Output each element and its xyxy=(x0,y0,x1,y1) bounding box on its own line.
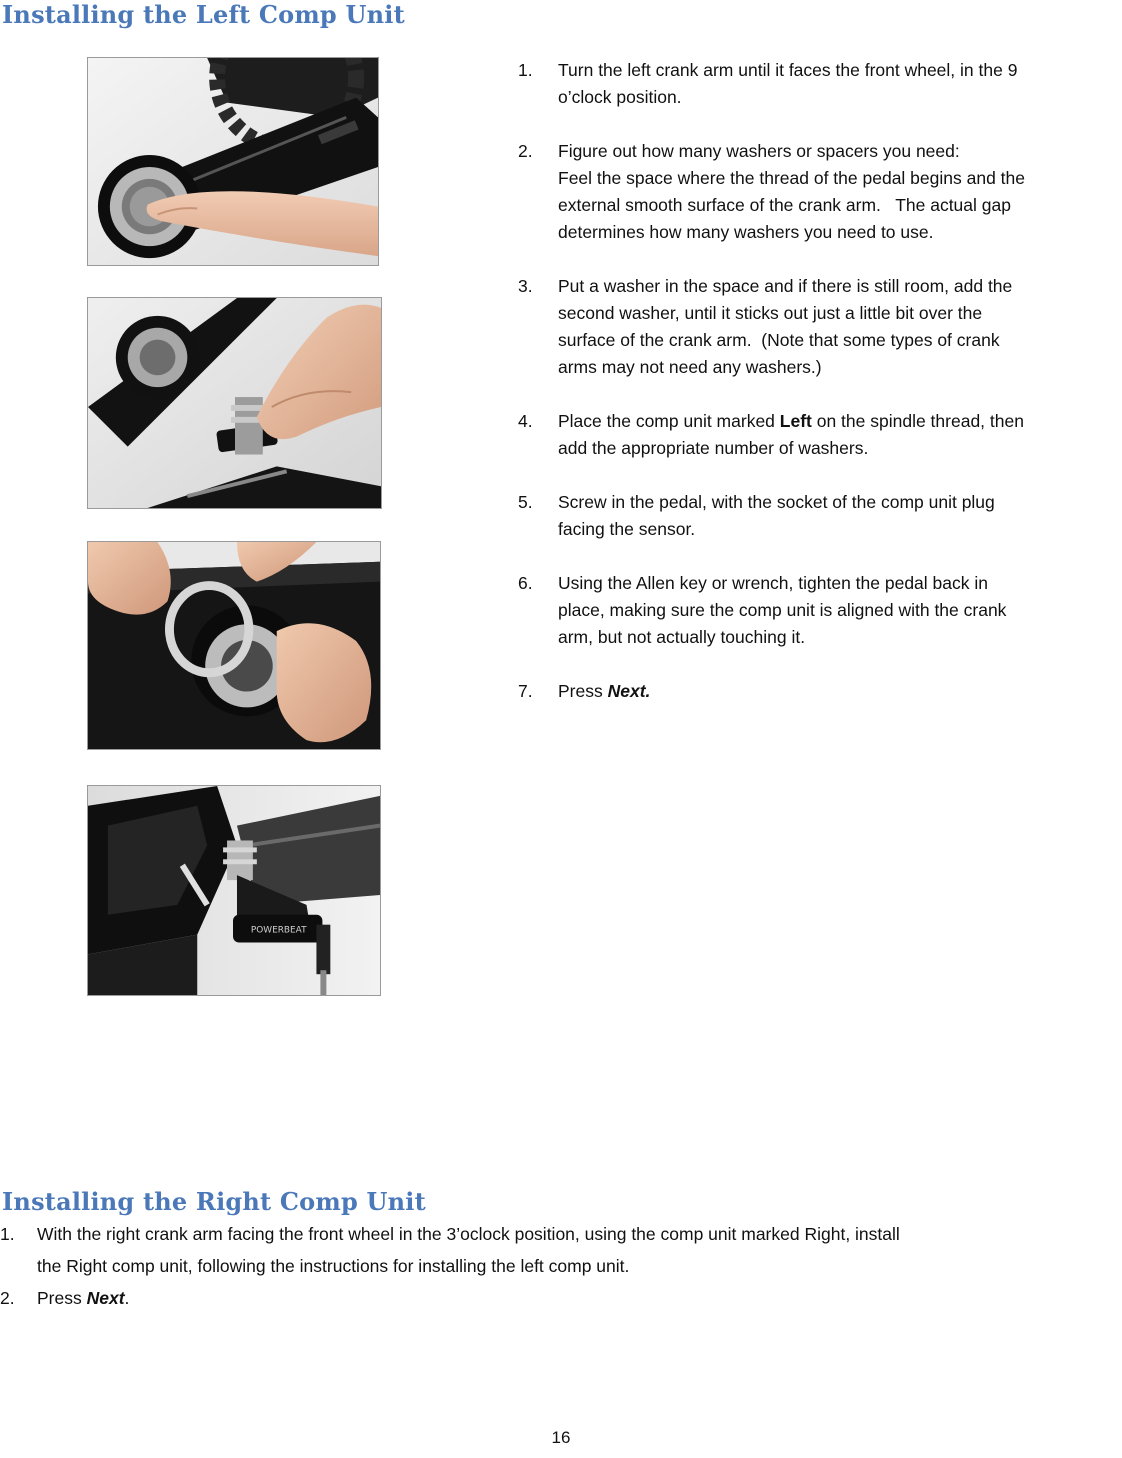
step-number: 2. xyxy=(0,1288,15,1308)
step-text: determines how many washers you need to use. xyxy=(558,222,934,242)
step-text-pre: Press xyxy=(37,1288,87,1308)
left-step-6 xyxy=(518,570,1122,651)
step-text: Screw in the pedal, with the socket of the comp unit plug xyxy=(558,492,995,512)
powerbeat-logo: POWERBEAT xyxy=(250,925,307,936)
step-number: 6. xyxy=(518,573,533,593)
photo-comp-unit-installed xyxy=(87,785,381,996)
photo-placing-comp-unit xyxy=(87,297,382,509)
left-step-5 xyxy=(518,489,1122,543)
step-text: the Right comp unit, following the instructions for installing the left comp unit. xyxy=(37,1256,630,1276)
step-number: 4. xyxy=(518,411,533,431)
step-text: Figure out how many washers or spacers you need: xyxy=(558,141,960,161)
step-text: Put a washer in the space and if there is still room, add the xyxy=(558,276,1013,296)
step-number: 2. xyxy=(518,141,533,161)
emphasis-left: Left xyxy=(779,411,812,431)
section-heading-left: Installing the Left Comp Unit xyxy=(2,0,405,29)
step-text: arm, but not actually touching it. xyxy=(558,627,806,647)
step-text: place, making sure the comp unit is aligned with the crank xyxy=(558,600,1007,620)
step-text: second washer, until it sticks out just a little bit over the xyxy=(558,303,983,323)
left-step-7 xyxy=(518,678,1122,705)
left-step-2 xyxy=(518,138,1122,246)
page-number: 16 xyxy=(551,1428,571,1447)
crank-arm-image xyxy=(88,58,378,265)
washer-image xyxy=(88,542,380,749)
step-number: 1. xyxy=(0,1224,15,1244)
comp-unit-image xyxy=(88,298,381,508)
step-text: Using the Allen key or wrench, tighten the pedal back in xyxy=(558,573,988,593)
step-text-pre: Press xyxy=(558,681,608,701)
step-text-post: on the spindle thread, then xyxy=(811,411,1024,431)
left-step-3 xyxy=(518,273,1122,381)
step-text-post: . xyxy=(124,1288,130,1308)
emphasis-next: Next xyxy=(86,1288,125,1308)
step-text xyxy=(558,408,1122,435)
section-heading-right: Installing the Right Comp Unit xyxy=(2,1187,426,1216)
step-number: 7. xyxy=(518,681,533,701)
step-text: o’clock position. xyxy=(558,87,682,107)
step-text: add the appropriate number of washers. xyxy=(558,438,869,458)
photo-holding-washer xyxy=(87,541,381,750)
step-number: 1. xyxy=(518,60,533,80)
step-number: 3. xyxy=(518,276,533,296)
step-text: surface of the crank arm. (Note that some types of crank xyxy=(558,330,1000,350)
step-text: Feel the space where the thread of the pedal begins and the xyxy=(558,168,1025,188)
left-step-1 xyxy=(518,57,1122,111)
step-text: With the right crank arm facing the front wheel in the 3’oclock position, using the comp unit marked Right, install xyxy=(37,1224,900,1244)
step-text: arms may not need any washers.) xyxy=(558,357,822,377)
emphasis-next: Next. xyxy=(607,681,651,701)
step-text-pre: Place the comp unit marked xyxy=(558,411,780,431)
right-install-steps xyxy=(0,1218,1110,1314)
step-text: external smooth surface of the crank arm. The actual gap xyxy=(558,195,1011,215)
step-text xyxy=(558,678,1122,705)
step-text: Turn the left crank arm until it faces the front wheel, in the 9 xyxy=(558,60,1018,80)
photo-finger-in-crank-thread xyxy=(87,57,379,266)
right-step-1 xyxy=(0,1218,1110,1282)
left-install-steps xyxy=(518,57,1122,732)
step-text: facing the sensor. xyxy=(558,519,696,539)
step-number: 5. xyxy=(518,492,533,512)
installed-unit-image xyxy=(88,786,380,995)
right-step-2 xyxy=(0,1282,1110,1314)
step-text xyxy=(37,1282,1110,1314)
left-step-4 xyxy=(518,408,1122,462)
